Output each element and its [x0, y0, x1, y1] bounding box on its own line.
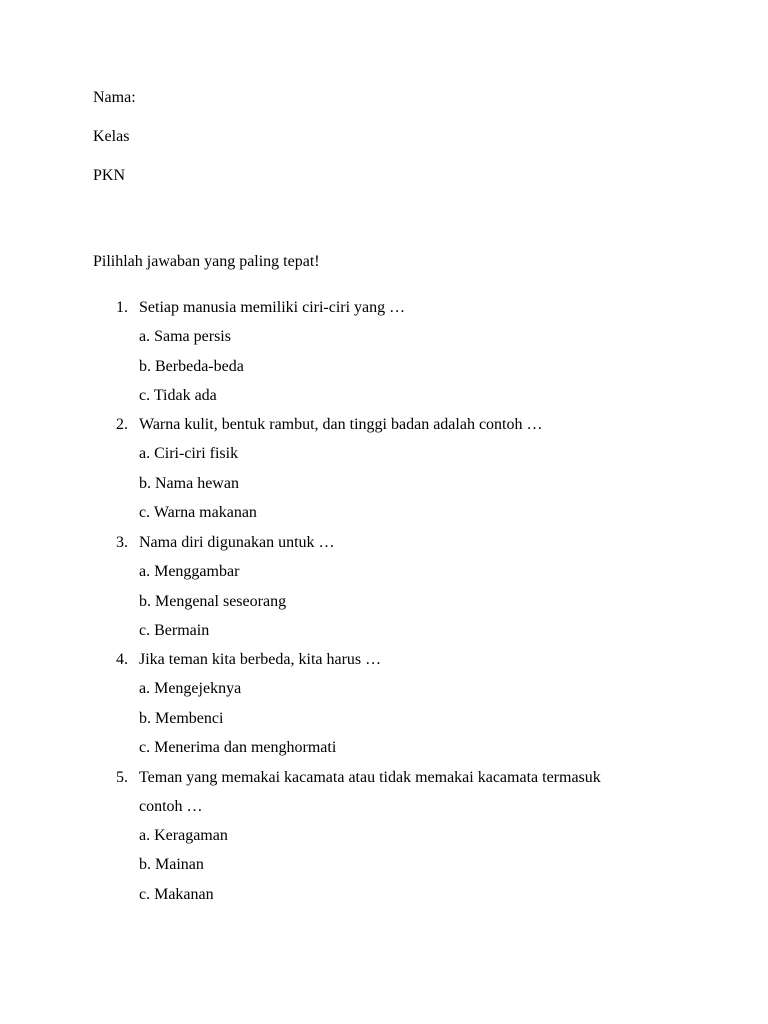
answer-option: b. Mengenal seseorang	[139, 593, 287, 610]
answer-option: c. Menerima dan menghormati	[139, 739, 337, 756]
answer-option: b. Membenci	[139, 710, 224, 727]
name-label: Nama:	[93, 89, 136, 106]
answer-option: a. Keragaman	[139, 827, 228, 844]
question-number: 2.	[116, 416, 128, 433]
answer-option: b. Mainan	[139, 856, 204, 873]
answer-option: a. Mengejeknya	[139, 680, 242, 697]
answer-option: c. Makanan	[139, 886, 214, 903]
answer-option: c. Warna makanan	[139, 504, 257, 521]
answer-option: a. Menggambar	[139, 563, 240, 580]
answer-option: b. Nama hewan	[139, 475, 239, 492]
question-number: 4.	[116, 651, 128, 668]
subject-label: PKN	[93, 167, 126, 184]
question-number: 1.	[116, 299, 128, 316]
class-label: Kelas	[93, 128, 130, 145]
question-number: 3.	[116, 534, 128, 551]
question-text: Jika teman kita berbeda, kita harus …	[139, 651, 382, 668]
question-text: Nama diri digunakan untuk …	[139, 534, 335, 551]
answer-option: c. Bermain	[139, 622, 210, 639]
answer-option: a. Sama persis	[139, 328, 231, 345]
answer-option: b. Berbeda-beda	[139, 358, 244, 375]
answer-option: c. Tidak ada	[139, 387, 217, 404]
instruction: Pilihlah jawaban yang paling tepat!	[93, 253, 320, 270]
question-text-continuation: contoh …	[139, 798, 203, 815]
question-text: Warna kulit, bentuk rambut, dan tinggi badan adalah contoh …	[139, 416, 543, 433]
question-text: Teman yang memakai kacamata atau tidak memakai kacamata termasuk	[139, 769, 601, 786]
question-number: 5.	[116, 769, 128, 786]
answer-option: a. Ciri-ciri fisik	[139, 445, 239, 462]
question-text: Setiap manusia memiliki ciri-ciri yang …	[139, 299, 406, 316]
